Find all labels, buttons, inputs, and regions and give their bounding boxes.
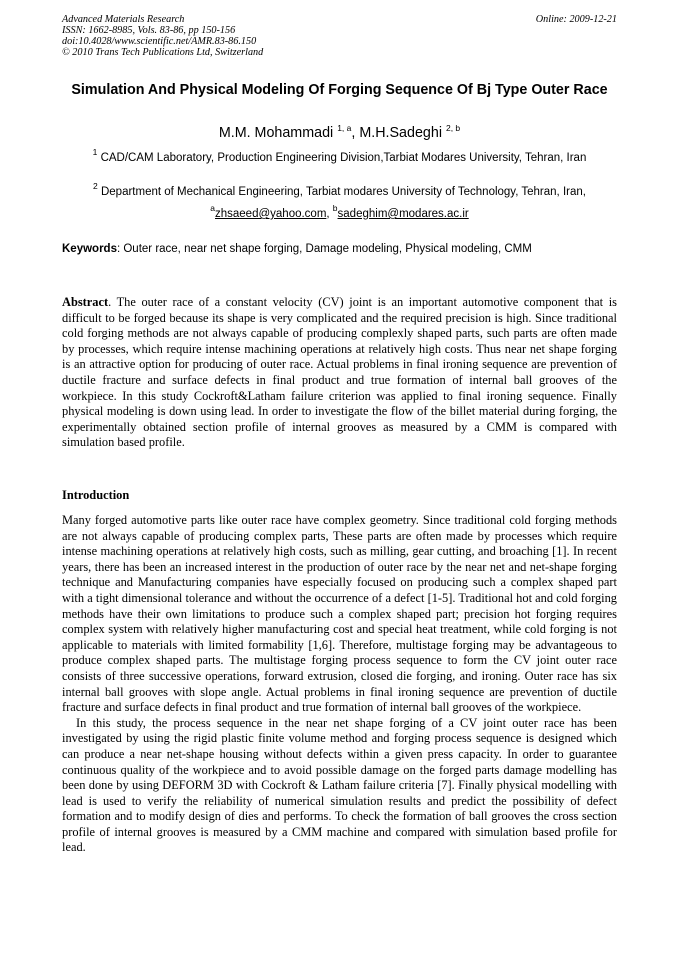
- email-b-superscript: b: [332, 203, 338, 213]
- paper-title: Simulation And Physical Modeling Of Forging Sequence Of Bj Type Outer Race: [71, 82, 608, 98]
- keywords-text: : Outer race, near net shape forging, Damage modeling, Physical modeling, CMM: [116, 243, 532, 255]
- introduction-paragraph-1: Many forged automotive parts like outer race have complex geometry. Since traditional cold forging methods are not always capable of producing complex parts, These parts are often made by processes which require intense machining operations at relatively high costs, such as milling, gear cutting, and broaching [1]. In recent years, there has been an increased interest in the production of outer race by the near net and net-shape forging technique and Manufacturing companies have especially focused on producing such a complex shaped part with a tight dimensional tolerance and without the occurrence of a defect [1-5]. Traditional hot and cold forging methods have their own limitations to produce such a complex shaped part; precision hot forging requires complex system with relatively higher manufacturing cost and special heat treatment, while cold forging is not applicable to materials with limited formability [1,6]. Therefore, multistage forging may be advantageous to produce complex shaped parts. The multistage forging process sequence to form the CV joint outer race consists of three successive operations, forward extrusion, closed die forging, and ironing. Outer race has six internal ball grooves with slope angle. Actual problems in final ironing sequence are prevention of ductile fracture and surface defects in final product and true formation of internal ball grooves of the workpiece.: [62, 513, 617, 715]
- introduction-paragraph-2: In this study, the process sequence in the near net shape forging of a CV joint outer race has been investigated by using the rigid plastic finite volume method and forging process sequence is designed which can produce a near net-shape housing without defects within a given press capacity. In order to guarantee continuous quality of the workpiece and to avoid possible damage on the forged parts damage modelling has been done by using DEFORM 3D with Cockroft & Latham failure criteria [7]. Finally physical modelling with lead is used to verify the reliability of numerical simulation results and predict the possibility of defect formation and to modify design of dies and performs. To check the formation of ball grooves the cross section profile of internal grooves is measured by a CMM machine and compared with simulation based profile for lead.: [62, 715, 617, 855]
- copyright-line: © 2010 Trans Tech Publications Ltd, Switzerland: [62, 47, 264, 58]
- author-1-superscript: 1, a: [337, 123, 352, 133]
- author-2-name: M.H.Sadeghi: [359, 125, 442, 141]
- keywords-label: Keywords: [62, 243, 117, 255]
- email-a-superscript: a: [210, 203, 215, 213]
- journal-name: Advanced Materials Research: [62, 14, 185, 25]
- email-separator: ,: [326, 208, 333, 220]
- author-2-superscript: 2, b: [445, 123, 461, 133]
- affiliation-2-text: Department of Mechanical Engineering, Tarbiat modares University of Technology, Tehran, Iran,: [100, 186, 586, 198]
- affiliation-1-number: 1: [92, 147, 98, 157]
- affiliation-2-number: 2: [93, 181, 98, 191]
- online-date: Online: 2009-12-21: [535, 14, 617, 25]
- introduction-body: [62, 513, 617, 856]
- email-link-a[interactable]: zhsaeed@yahoo.com: [215, 208, 327, 220]
- email-link-b[interactable]: sadeghim@modares.ac.ir: [337, 208, 469, 220]
- affiliation-1: [62, 147, 617, 166]
- doi-line: doi:10.4028/www.scientific.net/AMR.83-86.150: [62, 36, 257, 47]
- abstract-text: . The outer race of a constant velocity (CV) joint is an important automotive component that is difficult to be forged because its shape is very complicated and the required precision is high. Since traditional cold forging methods are not always capable of producing complexly shaped parts, such parts are often made by processes, which require intense machining operations at relatively high costs. Thus near net shape forging is an attractive option for producing of outer race. Actual problems in final ironing sequence are prevention of ductile fracture and surface defects in final product and true formation of internal ball grooves of the workpiece. In this study Cockroft&Latham failure criterion was applied to final ironing sequence. Finally physical modeling is down using lead. In order to investigate the flow of the billet material during forging, the experimentally obtained section profile of internal grooves as measured by a CMM is compared with simulation based profile.: [62, 295, 617, 450]
- affiliation-1-text: CAD/CAM Laboratory, Production Engineering Division,Tarbiat Modares University, Tehran, Iran: [100, 152, 587, 164]
- email-line: [62, 203, 617, 222]
- issn-line: ISSN: 1662-8985, Vols. 83-86, pp 150-156: [62, 25, 236, 36]
- abstract: [62, 295, 617, 451]
- author-separator: ,: [351, 125, 360, 141]
- affiliation-2: [62, 181, 617, 200]
- abstract-label: Abstract: [62, 295, 109, 309]
- author-1-name: M.M. Mohammadi: [218, 125, 334, 141]
- introduction-heading: Introduction: [62, 488, 130, 502]
- running-header: [62, 14, 617, 58]
- author-line: [62, 124, 617, 142]
- keywords: [62, 242, 617, 257]
